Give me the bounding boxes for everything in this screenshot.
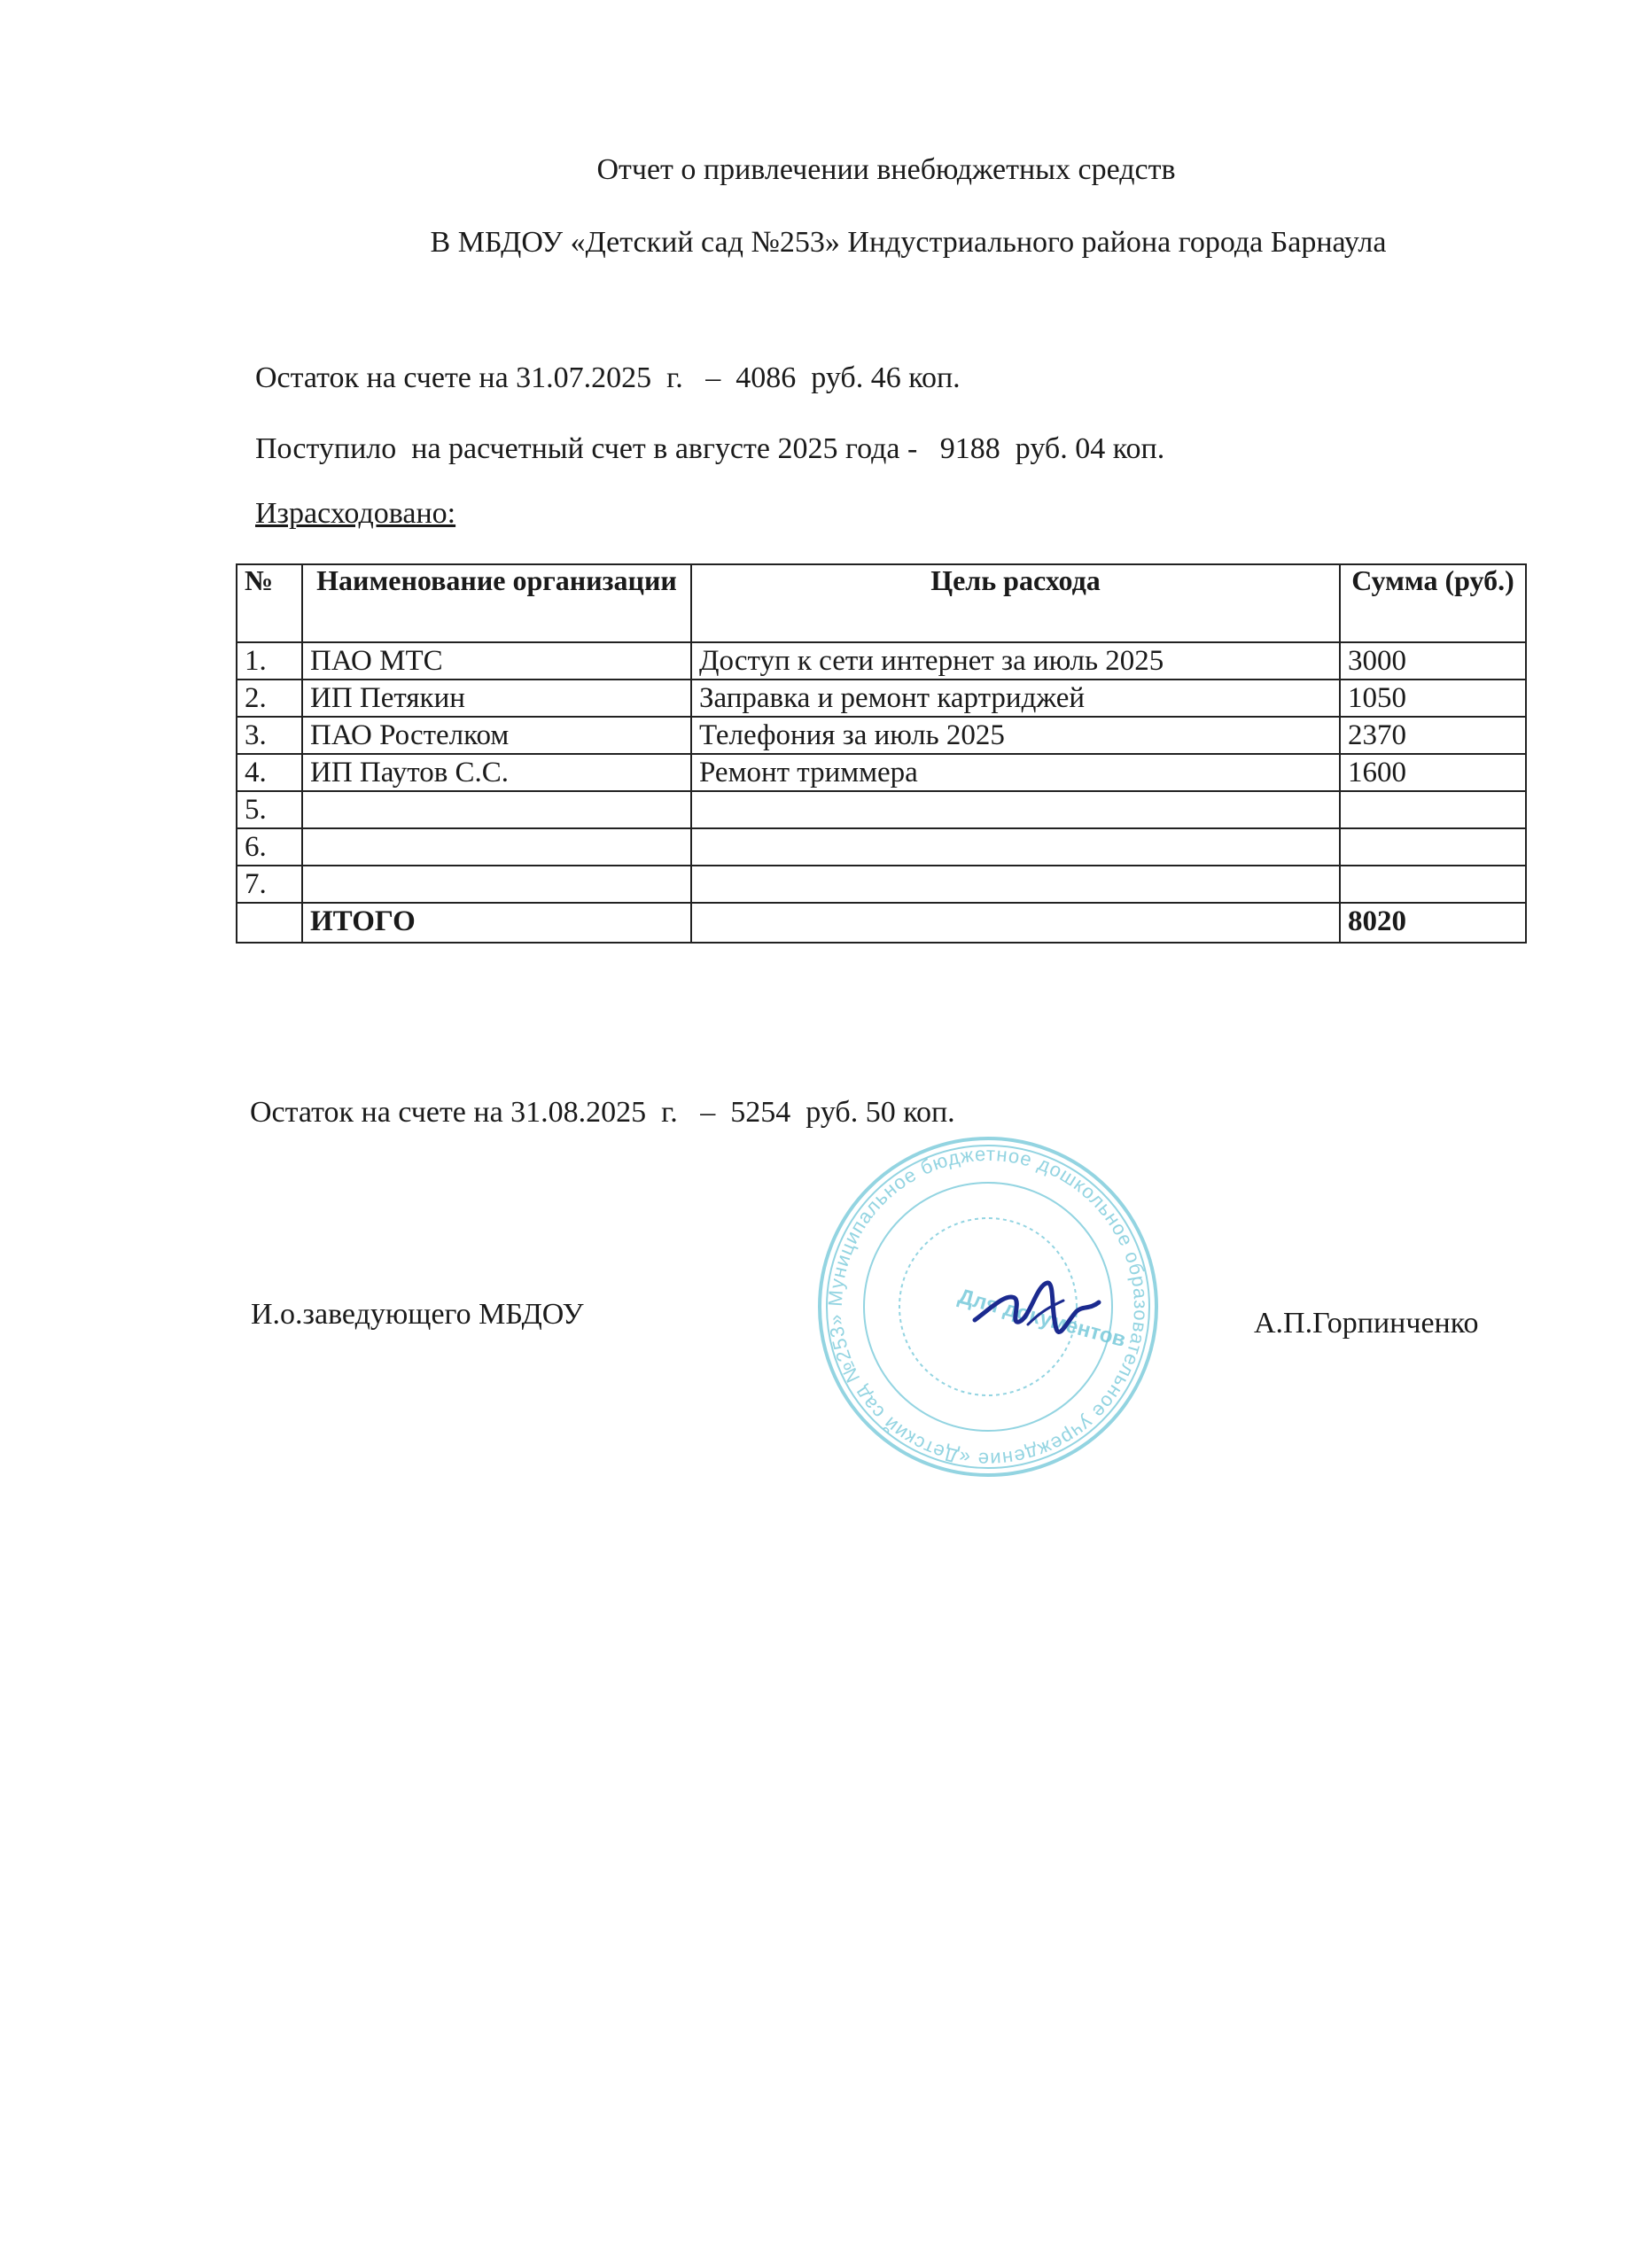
row-purpose bbox=[691, 866, 1340, 903]
header-purpose: Цель расхода bbox=[691, 564, 1340, 642]
total-purpose-cell bbox=[691, 903, 1340, 943]
table-total-row bbox=[237, 903, 1526, 943]
row-purpose: Заправка и ремонт картриджей bbox=[691, 680, 1340, 717]
row-num: 4. bbox=[237, 754, 302, 791]
signature-name: А.П.Горпинченко bbox=[1254, 1307, 1479, 1340]
header-sum bbox=[1340, 564, 1526, 642]
row-org bbox=[302, 828, 691, 866]
table-row bbox=[237, 717, 1526, 754]
row-num: 3. bbox=[237, 717, 302, 754]
row-purpose: Телефония за июль 2025 bbox=[691, 717, 1340, 754]
row-num: 6. bbox=[237, 828, 302, 866]
table-row bbox=[237, 791, 1526, 828]
report-title: Отчет о привлечении внебюджетных средств bbox=[596, 153, 1176, 186]
stamp-center-text: Для документов bbox=[955, 1284, 1129, 1353]
income-line: Поступило на расчетный счет в августе 2025 года - 9188 руб. 04 коп. bbox=[255, 432, 1165, 465]
header-org-label: Наименование организации bbox=[316, 564, 677, 596]
row-purpose bbox=[691, 791, 1340, 828]
signature-role: И.о.заведующего МБДОУ bbox=[251, 1298, 584, 1331]
row-num: 1. bbox=[237, 642, 302, 680]
row-sum bbox=[1340, 791, 1526, 828]
table-header-row bbox=[237, 564, 1526, 642]
spent-label: Израсходовано: bbox=[255, 497, 456, 530]
row-purpose bbox=[691, 828, 1340, 866]
handwritten-signature-icon bbox=[966, 1258, 1108, 1355]
row-org bbox=[302, 791, 691, 828]
header-sum-label: Сумма (руб.) bbox=[1351, 564, 1514, 596]
row-num: 2. bbox=[237, 680, 302, 717]
expenses-table bbox=[236, 563, 1527, 944]
table-row bbox=[237, 680, 1526, 717]
header-num: № bbox=[237, 564, 302, 642]
table-row bbox=[237, 754, 1526, 791]
table-row bbox=[237, 866, 1526, 903]
row-sum bbox=[1340, 866, 1526, 903]
row-num: 7. bbox=[237, 866, 302, 903]
balance-end: Остаток на счете на 31.08.2025 г. – 5254 руб. 50 коп. bbox=[250, 1096, 955, 1129]
table-row bbox=[237, 642, 1526, 680]
row-sum bbox=[1340, 828, 1526, 866]
row-sum: 1050 bbox=[1340, 680, 1526, 717]
total-num-cell bbox=[237, 903, 302, 943]
row-sum: 2370 bbox=[1340, 717, 1526, 754]
row-org: ПАО Ростелком bbox=[302, 717, 691, 754]
balance-start: Остаток на счете на 31.07.2025 г. – 4086 руб. 46 коп. bbox=[255, 361, 961, 394]
row-sum: 1600 bbox=[1340, 754, 1526, 791]
stamp-outer-text: Муниципальное бюджетное дошкольное образовательное учреждение «Детский сад №253» bbox=[823, 1142, 1153, 1472]
total-label: ИТОГО bbox=[302, 903, 691, 943]
row-org: ПАО МТС bbox=[302, 642, 691, 680]
table-row bbox=[237, 828, 1526, 866]
row-sum: 3000 bbox=[1340, 642, 1526, 680]
row-purpose: Ремонт триммера bbox=[691, 754, 1340, 791]
report-subtitle: В МБДОУ «Детский сад №253» Индустриального района города Барнаула bbox=[430, 226, 1387, 259]
total-sum: 8020 bbox=[1340, 903, 1526, 943]
row-num: 5. bbox=[237, 791, 302, 828]
row-purpose: Доступ к сети интернет за июль 2025 bbox=[691, 642, 1340, 680]
row-org: ИП Петякин bbox=[302, 680, 691, 717]
row-org: ИП Паутов С.С. bbox=[302, 754, 691, 791]
header-org bbox=[302, 564, 691, 642]
row-org bbox=[302, 866, 691, 903]
